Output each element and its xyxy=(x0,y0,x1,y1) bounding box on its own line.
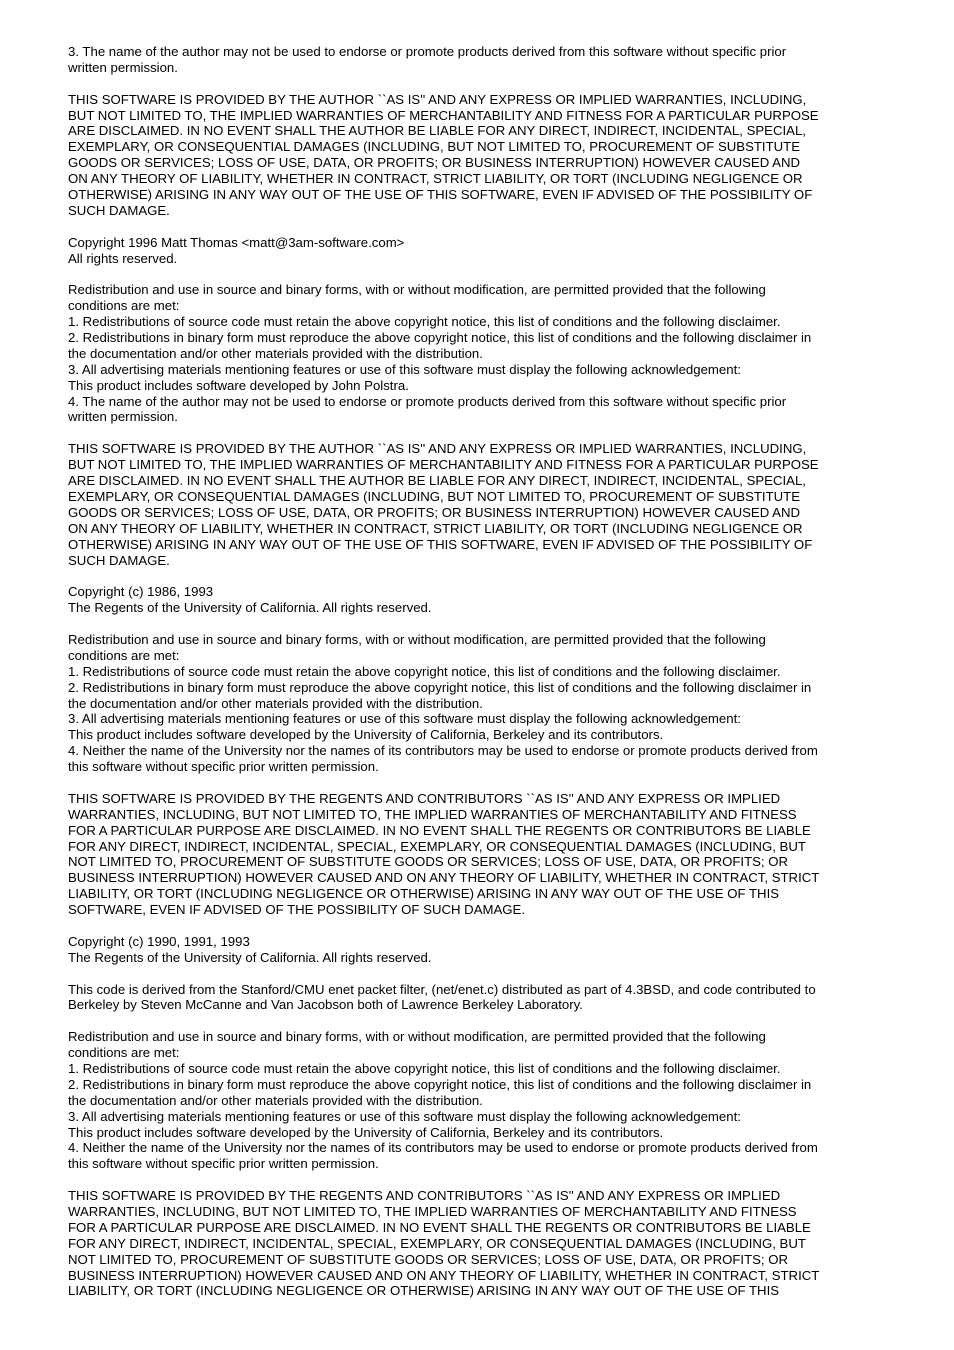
text-line: FOR ANY DIRECT, INDIRECT, INCIDENTAL, SPECIAL, EXEMPLARY, OR CONSEQUENTIAL DAMAGES (INCLUDING, BUT xyxy=(68,838,806,854)
paragraph xyxy=(68,441,898,568)
paragraph xyxy=(68,282,898,425)
paragraph-gap xyxy=(68,775,898,791)
paragraph xyxy=(68,632,898,775)
text-line: This product includes software developed by the University of California, Berkeley and its contributors. xyxy=(68,727,664,743)
paragraph xyxy=(68,1029,898,1172)
text-line: this software without specific prior written permission. xyxy=(68,1156,379,1172)
paragraph xyxy=(68,934,898,966)
text-line: BUSINESS INTERRUPTION) HOWEVER CAUSED AND ON ANY THEORY OF LIABILITY, WHETHER IN CONTRACT, STRICT xyxy=(68,870,820,886)
text-line: BUT NOT LIMITED TO, THE IMPLIED WARRANTIES OF MERCHANTABILITY AND FITNESS FOR A PARTICULAR PURPOSE xyxy=(68,107,819,123)
paragraph xyxy=(68,982,898,1014)
text-line: The Regents of the University of California. All rights reserved. xyxy=(68,949,432,965)
paragraph-gap xyxy=(68,966,898,982)
text-line: 4. The name of the author may not be used to endorse or promote products derived from this software without specific prior xyxy=(68,393,787,409)
text-line: 1. Redistributions of source code must retain the above copyright notice, this list of conditions and the following disclaimer. xyxy=(68,1061,781,1076)
text-line: All rights reserved. xyxy=(68,250,178,266)
text-line: EXEMPLARY, OR CONSEQUENTIAL DAMAGES (INCLUDING, BUT NOT LIMITED TO, PROCUREMENT OF SUBSTITUTE xyxy=(68,488,801,504)
text-line: FOR A PARTICULAR PURPOSE ARE DISCLAIMED. IN NO EVENT SHALL THE REGENTS OR CONTRIBUTORS BE LIABLE xyxy=(68,822,811,838)
text-line: ON ANY THEORY OF LIABILITY, WHETHER IN CONTRACT, STRICT LIABILITY, OR TORT (INCLUDING NEGLIGENCE OR xyxy=(68,171,803,187)
paragraph-gap xyxy=(68,425,898,441)
paragraph xyxy=(68,584,898,616)
text-line: WARRANTIES, INCLUDING, BUT NOT LIMITED TO, THE IMPLIED WARRANTIES OF MERCHANTABILITY AND FITNESS xyxy=(68,1204,797,1220)
text-line: written permission. xyxy=(68,59,178,75)
text-line: 2. Redistributions in binary form must reproduce the above copyright notice, this list of conditions and the following disclaimer in xyxy=(68,330,812,346)
text-line: SOFTWARE, EVEN IF ADVISED OF THE POSSIBILITY OF SUCH DAMAGE. xyxy=(68,902,526,918)
text-line: the documentation and/or other materials provided with the distribution. xyxy=(68,1092,483,1108)
text-line: This code is derived from the Stanford/CMU enet packet filter, (net/enet.c) distributed as part of 4.3BSD, and code contributed to xyxy=(68,981,816,997)
text-line: BUT NOT LIMITED TO, THE IMPLIED WARRANTIES OF MERCHANTABILITY AND FITNESS FOR A PARTICULAR PURPOSE xyxy=(68,457,819,473)
text-line: NOT LIMITED TO, PROCUREMENT OF SUBSTITUTE GOODS OR SERVICES; LOSS OF USE, DATA, OR PROFITS; OR xyxy=(68,854,789,870)
paragraph-gap xyxy=(68,219,898,235)
text-line: 4. Neither the name of the University nor the names of its contributors may be used to endorse or promote products derived from xyxy=(68,743,818,759)
text-line: 3. The name of the author may not be used to endorse or promote products derived from this software without specific prior xyxy=(68,44,787,59)
text-line: FOR ANY DIRECT, INDIRECT, INCIDENTAL, SPECIAL, EXEMPLARY, OR CONSEQUENTIAL DAMAGES (INCLUDING, BUT xyxy=(68,1235,806,1251)
text-line: SUCH DAMAGE. xyxy=(68,202,170,218)
text-line: Berkeley by Steven McCanne and Van Jacobson both of Lawrence Berkeley Laboratory. xyxy=(68,997,583,1013)
paragraph-gap xyxy=(68,568,898,584)
text-line: 4. Neither the name of the University nor the names of its contributors may be used to endorse or promote products derived from xyxy=(68,1140,818,1156)
text-line: This product includes software developed by John Polstra. xyxy=(68,377,409,393)
paragraph-gap xyxy=(68,918,898,934)
text-line: Redistribution and use in source and binary forms, with or without modification, are permitted provided that the following xyxy=(68,282,766,298)
text-line: THIS SOFTWARE IS PROVIDED BY THE AUTHOR ``AS IS'' AND ANY EXPRESS OR IMPLIED WARRANTIES, INCLUDING, xyxy=(68,441,807,457)
paragraph xyxy=(68,235,898,267)
paragraph xyxy=(68,791,898,918)
text-line: GOODS OR SERVICES; LOSS OF USE, DATA, OR PROFITS; OR BUSINESS INTERRUPTION) HOWEVER CAUSED AND xyxy=(68,155,801,171)
text-line: 1. Redistributions of source code must retain the above copyright notice, this list of conditions and the following disclaimer. xyxy=(68,663,781,679)
text-line: Copyright 1996 Matt Thomas <matt@3am-software.com> xyxy=(68,234,405,250)
text-line: LIABILITY, OR TORT (INCLUDING NEGLIGENCE OR OTHERWISE) ARISING IN ANY WAY OUT OF THE USE OF THIS xyxy=(68,1283,780,1299)
text-line: NOT LIMITED TO, PROCUREMENT OF SUBSTITUTE GOODS OR SERVICES; LOSS OF USE, DATA, OR PROFITS; OR xyxy=(68,1251,789,1267)
text-line: 1. Redistributions of source code must retain the above copyright notice, this list of conditions and the following disclaimer. xyxy=(68,314,781,330)
text-line: Redistribution and use in source and binary forms, with or without modification, are permitted provided that the following xyxy=(68,631,766,647)
text-line: ON ANY THEORY OF LIABILITY, WHETHER IN CONTRACT, STRICT LIABILITY, OR TORT (INCLUDING NEGLIGENCE OR xyxy=(68,520,803,536)
text-line: 2. Redistributions in binary form must reproduce the above copyright notice, this list of conditions and the following disclaimer in xyxy=(68,1076,812,1092)
text-line: THIS SOFTWARE IS PROVIDED BY THE REGENTS AND CONTRIBUTORS ``AS IS'' AND ANY EXPRESS OR IMPLIED xyxy=(68,1188,781,1204)
text-line: conditions are met: xyxy=(68,298,180,314)
text-line: ARE DISCLAIMED. IN NO EVENT SHALL THE AUTHOR BE LIABLE FOR ANY DIRECT, INDIRECT, INCIDENTAL, SPECIAL, xyxy=(68,123,806,139)
text-line: This product includes software developed by the University of California, Berkeley and its contributors. xyxy=(68,1124,664,1140)
text-line: Redistribution and use in source and binary forms, with or without modification, are permitted provided that the following xyxy=(68,1029,766,1045)
text-line: FOR A PARTICULAR PURPOSE ARE DISCLAIMED. IN NO EVENT SHALL THE REGENTS OR CONTRIBUTORS BE LIABLE xyxy=(68,1219,811,1235)
text-line: THIS SOFTWARE IS PROVIDED BY THE AUTHOR ``AS IS'' AND ANY EXPRESS OR IMPLIED WARRANTIES, INCLUDING, xyxy=(68,91,807,107)
text-line: this software without specific prior written permission. xyxy=(68,759,379,775)
text-line: conditions are met: xyxy=(68,1045,180,1061)
paragraph xyxy=(68,1188,898,1299)
text-line: OTHERWISE) ARISING IN ANY WAY OUT OF THE USE OF THIS SOFTWARE, EVEN IF ADVISED OF THE POSSIBILITY OF xyxy=(68,536,813,552)
paragraph xyxy=(68,92,898,219)
paragraph-gap xyxy=(68,76,898,92)
text-line: Copyright (c) 1986, 1993 xyxy=(68,584,214,600)
text-line: EXEMPLARY, OR CONSEQUENTIAL DAMAGES (INCLUDING, BUT NOT LIMITED TO, PROCUREMENT OF SUBSTITUTE xyxy=(68,139,801,155)
text-line: the documentation and/or other materials provided with the distribution. xyxy=(68,345,483,361)
text-line: conditions are met: xyxy=(68,647,180,663)
text-line: 3. All advertising materials mentioning features or use of this software must display the following acknowledgement: xyxy=(68,361,741,377)
text-line: 3. All advertising materials mentioning features or use of this software must display the following acknowledgement: xyxy=(68,1108,741,1124)
text-line: written permission. xyxy=(68,409,178,425)
text-line: WARRANTIES, INCLUDING, BUT NOT LIMITED TO, THE IMPLIED WARRANTIES OF MERCHANTABILITY AND FITNESS xyxy=(68,806,797,822)
paragraph-gap xyxy=(68,266,898,282)
license-document xyxy=(68,44,898,1299)
text-line: OTHERWISE) ARISING IN ANY WAY OUT OF THE USE OF THIS SOFTWARE, EVEN IF ADVISED OF THE POSSIBILITY OF xyxy=(68,187,813,203)
paragraph-gap xyxy=(68,616,898,632)
text-line: SUCH DAMAGE. xyxy=(68,552,170,568)
text-line: the documentation and/or other materials provided with the distribution. xyxy=(68,695,483,711)
text-line: ARE DISCLAIMED. IN NO EVENT SHALL THE AUTHOR BE LIABLE FOR ANY DIRECT, INDIRECT, INCIDENTAL, SPECIAL, xyxy=(68,473,806,489)
text-line: 3. All advertising materials mentioning features or use of this software must display the following acknowledgement: xyxy=(68,711,741,727)
text-line: GOODS OR SERVICES; LOSS OF USE, DATA, OR PROFITS; OR BUSINESS INTERRUPTION) HOWEVER CAUSED AND xyxy=(68,504,801,520)
text-line: BUSINESS INTERRUPTION) HOWEVER CAUSED AND ON ANY THEORY OF LIABILITY, WHETHER IN CONTRACT, STRICT xyxy=(68,1267,820,1283)
text-line: Copyright (c) 1990, 1991, 1993 xyxy=(68,933,250,949)
text-line: LIABILITY, OR TORT (INCLUDING NEGLIGENCE OR OTHERWISE) ARISING IN ANY WAY OUT OF THE USE OF THIS xyxy=(68,886,780,902)
paragraph-gap xyxy=(68,1172,898,1188)
paragraph xyxy=(68,44,898,76)
text-line: THIS SOFTWARE IS PROVIDED BY THE REGENTS AND CONTRIBUTORS ``AS IS'' AND ANY EXPRESS OR IMPLIED xyxy=(68,790,781,806)
paragraph-gap xyxy=(68,1013,898,1029)
text-line: The Regents of the University of California. All rights reserved. xyxy=(68,600,432,616)
text-line: 2. Redistributions in binary form must reproduce the above copyright notice, this list of conditions and the following disclaimer in xyxy=(68,679,812,695)
